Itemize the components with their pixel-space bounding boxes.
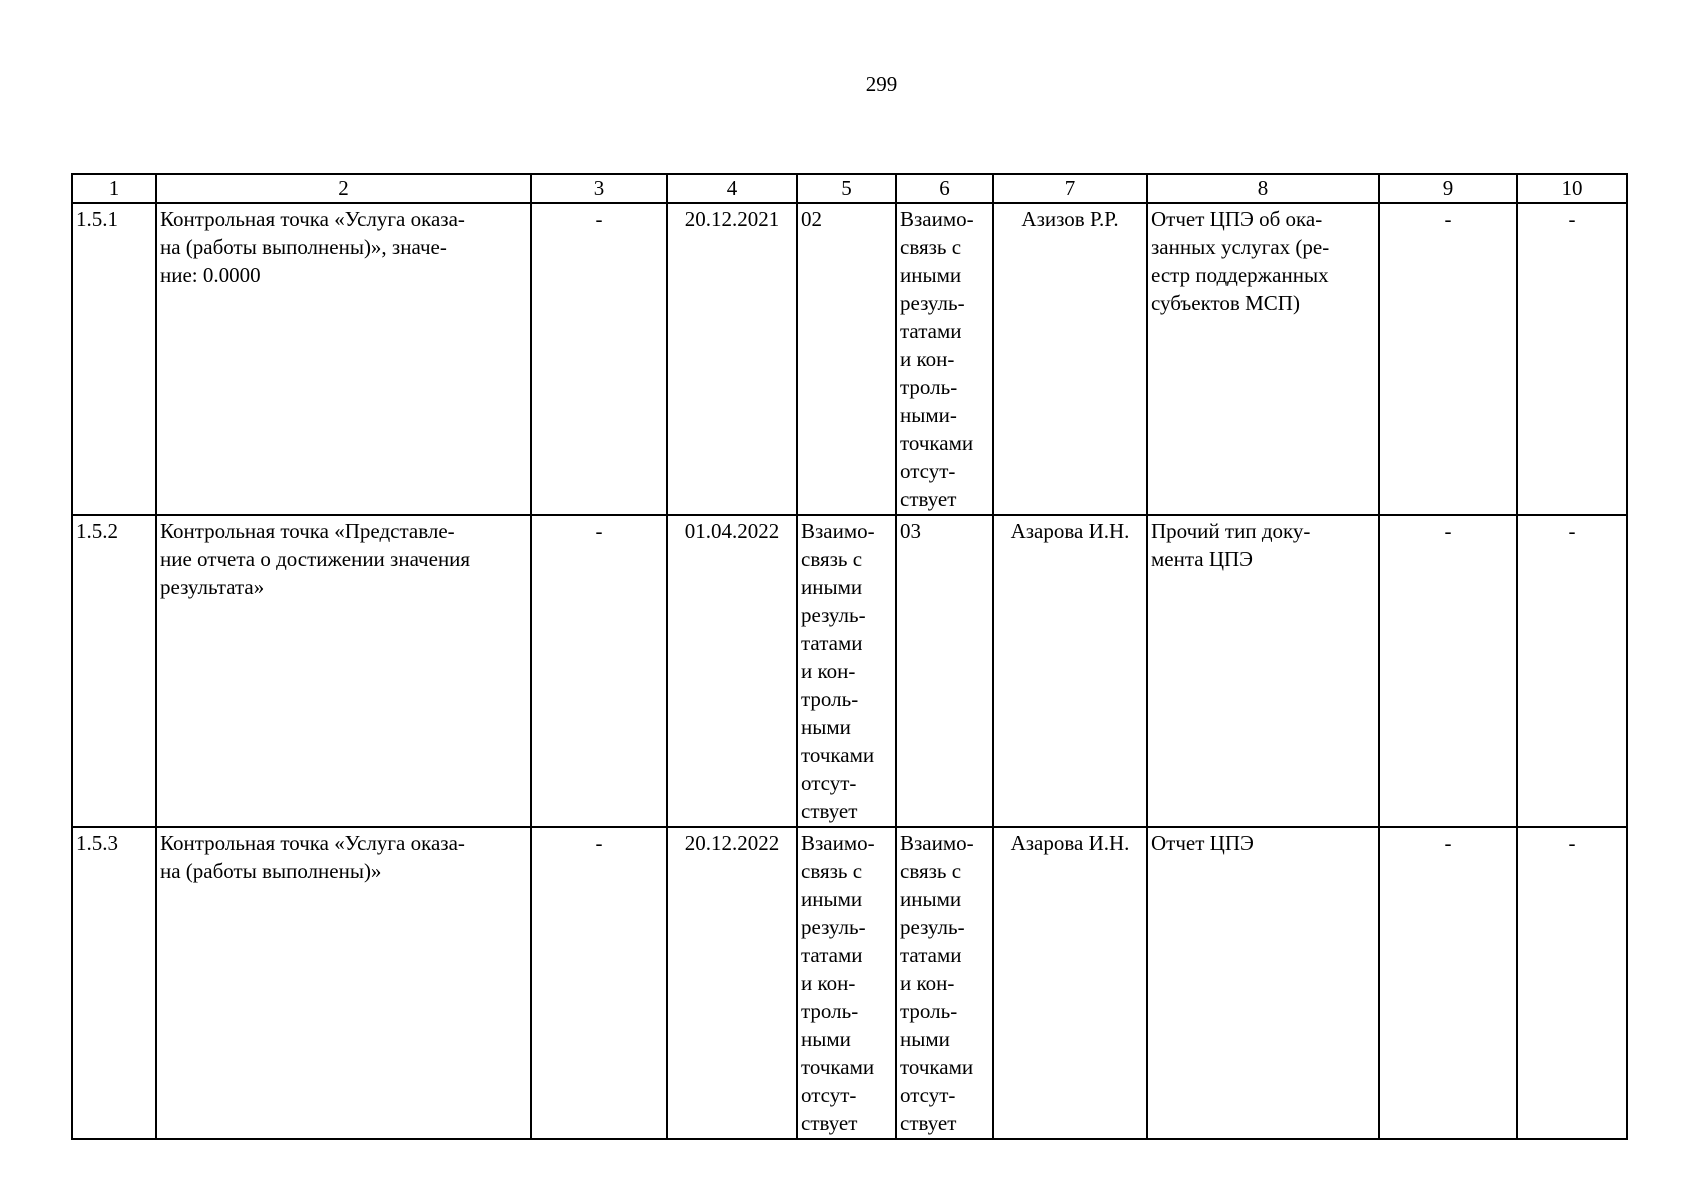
column-number: 8: [1147, 174, 1379, 203]
cell-col6: Взаимо- связь с иными резуль- татами и кон- троль- ными- точками отсут- ствует: [896, 203, 993, 515]
column-number: 2: [156, 174, 531, 203]
cell-col10: -: [1517, 515, 1627, 827]
column-number: 6: [896, 174, 993, 203]
row-number: 1.5.3: [72, 827, 156, 1139]
column-number: 4: [667, 174, 797, 203]
row-number: 1.5.1: [72, 203, 156, 515]
table-row: [72, 515, 1627, 827]
responsible-person: Азизов Р.Р.: [993, 203, 1147, 515]
column-number: 5: [797, 174, 896, 203]
column-number-row: [72, 174, 1627, 203]
responsible-person: Азарова И.Н.: [993, 827, 1147, 1139]
cell-col5: Взаимо- связь с иными резуль- татами и кон- троль- ными точками отсут- ствует: [797, 827, 896, 1139]
column-number: 10: [1517, 174, 1627, 203]
cell-col5: Взаимо- связь с иными резуль- татами и кон- троль- ными точками отсут- ствует: [797, 515, 896, 827]
cell-col6: Взаимо- связь с иными резуль- татами и кон- троль- ными точками отсут- ствует: [896, 827, 993, 1139]
column-number: 7: [993, 174, 1147, 203]
cell-col5: 02: [797, 203, 896, 515]
cell-col3: -: [531, 203, 667, 515]
control-points-table: [71, 173, 1628, 1140]
cell-col3: -: [531, 515, 667, 827]
control-point-name: Контрольная точка «Представле- ние отчета о достижении значения результата»: [156, 515, 531, 827]
date-cell: 01.04.2022: [667, 515, 797, 827]
cell-col9: -: [1379, 827, 1517, 1139]
cell-col3: -: [531, 827, 667, 1139]
cell-col10: -: [1517, 203, 1627, 515]
responsible-person: Азарова И.Н.: [993, 515, 1147, 827]
date-cell: 20.12.2021: [667, 203, 797, 515]
document-type: Прочий тип доку- мента ЦПЭ: [1147, 515, 1379, 827]
cell-col6: 03: [896, 515, 993, 827]
control-point-name: Контрольная точка «Услуга оказа- на (работы выполнены)»: [156, 827, 531, 1139]
cell-col9: -: [1379, 515, 1517, 827]
control-point-name: Контрольная точка «Услуга оказа- на (работы выполнены)», значе- ние: 0.0000: [156, 203, 531, 515]
column-number: 9: [1379, 174, 1517, 203]
table-row: [72, 827, 1627, 1139]
cell-col9: -: [1379, 203, 1517, 515]
cell-col10: -: [1517, 827, 1627, 1139]
date-cell: 20.12.2022: [667, 827, 797, 1139]
row-number: 1.5.2: [72, 515, 156, 827]
column-number: 1: [72, 174, 156, 203]
document-type: Отчет ЦПЭ об ока- занных услугах (ре- естр поддержанных субъектов МСП): [1147, 203, 1379, 515]
column-number: 3: [531, 174, 667, 203]
page-number: 299: [865, 72, 898, 96]
document-type: Отчет ЦПЭ: [1147, 827, 1379, 1139]
table-row: [72, 203, 1627, 515]
